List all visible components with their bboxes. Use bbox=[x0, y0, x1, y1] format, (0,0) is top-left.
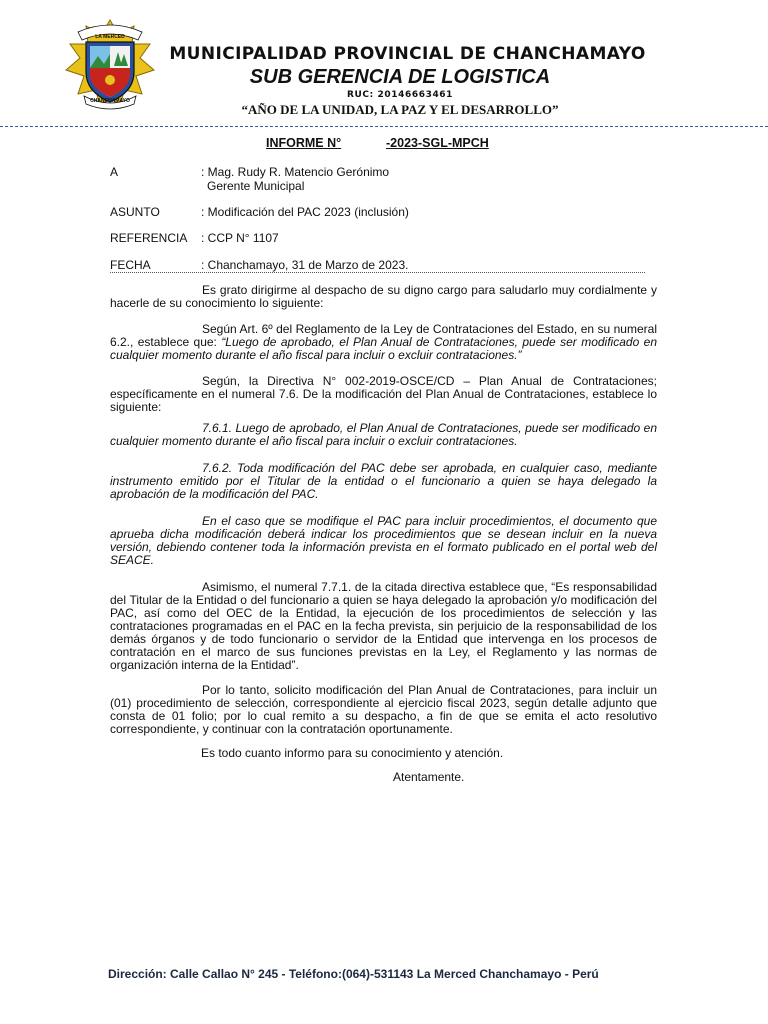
paragraph-762: 7.6.2. Toda modificación del PAC debe ser aprobada, en cualquier caso, mediante instrumento emitido por el Titular de la entidad o el funcionario a quien se haya delegado la aprobación de la modificación del PAC. bbox=[110, 461, 657, 501]
closing-text: Es todo cuanto informo para su conocimiento y atención. bbox=[201, 746, 504, 760]
header-divider bbox=[0, 126, 768, 127]
footer-address: Dirección: Calle Callao N° 245 - Teléfono:(064)-531143 La Merced Chanchamayo - Perú bbox=[108, 967, 599, 981]
dotted-separator bbox=[110, 272, 645, 273]
reference-label: REFERENCIA bbox=[110, 231, 188, 245]
ruc-number: RUC: 20146663461 bbox=[346, 90, 454, 100]
crest-ribbon-bottom-text: CHANCHAMAYO bbox=[90, 98, 130, 104]
paragraph-761: 7.6.1. Luego de aprobado, el Plan Anual de Contrataciones, puede ser modificado en cualquier momento durante el año fiscal para incluir o excluir contrataciones. bbox=[110, 421, 657, 448]
informe-number: -2023-SGL-MPCH bbox=[386, 136, 489, 150]
subject-value: : Modificación del PAC 2023 (inclusión) bbox=[201, 205, 409, 219]
sign-off: Atentamente. bbox=[393, 770, 465, 784]
reference-value: : CCP N° 1107 bbox=[201, 231, 279, 245]
subject-label: ASUNTO bbox=[110, 205, 160, 219]
paragraph-greeting: Es grato dirigirme al despacho de su digno cargo para saludarlo muy cordialmente y hacerle de su conocimiento lo siguiente: bbox=[110, 283, 657, 310]
informe-title: INFORME N° bbox=[266, 136, 342, 150]
paragraph-reglamento bbox=[110, 323, 657, 362]
year-motto: “AÑO DE LA UNIDAD, LA PAZ Y EL DESARROLLO” bbox=[241, 102, 559, 117]
paragraph-request: Por lo tanto, solicito modificación del Plan Anual de Contrataciones, para incluir un (01) procedimiento de selección, correspondiente al ejercicio fiscal 2023, según detalle adjunto que consta de 01 folio; por lo cual remito a su despacho, a fin de que se emita el acto resolutivo correspondiente, y continuar con la contratación oportunamente. bbox=[110, 683, 657, 736]
crest-ribbon-top-text: LA MERCED bbox=[95, 34, 125, 40]
paragraph-771: Asimismo, el numeral 7.7.1. de la citada directiva establece que, “Es responsabilidad del Titular de la Entidad o del funcionario a quien se haya delegado la aprobación y/o modificación del PAC, así como del OEC de la Entidad, la ejecución de los procedimientos de selección y las contrataciones programadas en el PAC en la fecha prevista, sin perjuicio de la responsabilidad de los demás órganos y de todo funcionario o servidor de la Entidad que intervenga en los procesos de contratación en el marco de sus funciones previstas en la Ley, el Reglamento y las normas de organización interna de la Entidad”. bbox=[110, 580, 657, 672]
paragraph-reglamento-intro: Según Art. 6º del Reglamento de la Ley de Contrataciones del Estado, en su numeral 6.2., establece que: bbox=[110, 322, 657, 349]
to-position: Gerente Municipal bbox=[207, 179, 305, 193]
date-label: FECHA bbox=[110, 258, 151, 272]
municipal-crest-logo bbox=[64, 18, 156, 110]
paragraph-inclusion: En el caso que se modifique el PAC para incluir procedimientos, el documento que aprueba dicha modificación deberá indicar los procedimientos que se desean incluir en la nueva versión, debiendo contener toda la información prevista en el formato publicado en el portal web del SEACE. bbox=[110, 514, 657, 567]
organization-name: MUNICIPALIDAD PROVINCIAL DE CHANCHAMAYO bbox=[169, 44, 646, 64]
to-label: A bbox=[110, 165, 119, 179]
date-value: : Chanchamayo, 31 de Marzo de 2023. bbox=[201, 258, 409, 272]
paragraph-directiva: Según, la Directiva N° 002-2019-OSCE/CD – Plan Anual de Contrataciones; específicamente en el numeral 7.6. De la modificación del Plan Anual de Contrataciones, establece lo siguiente: bbox=[110, 374, 657, 414]
paragraph-reglamento-quote: “Luego de aprobado, el Plan Anual de Contrataciones, puede ser modificado en cualquier momento durante el año fiscal para incluir o excluir contrataciones.” bbox=[110, 335, 657, 362]
department-name: SUB GERENCIA DE LOGISTICA bbox=[249, 66, 551, 88]
to-name: : Mag. Rudy R. Matencio Gerónimo bbox=[201, 165, 390, 179]
